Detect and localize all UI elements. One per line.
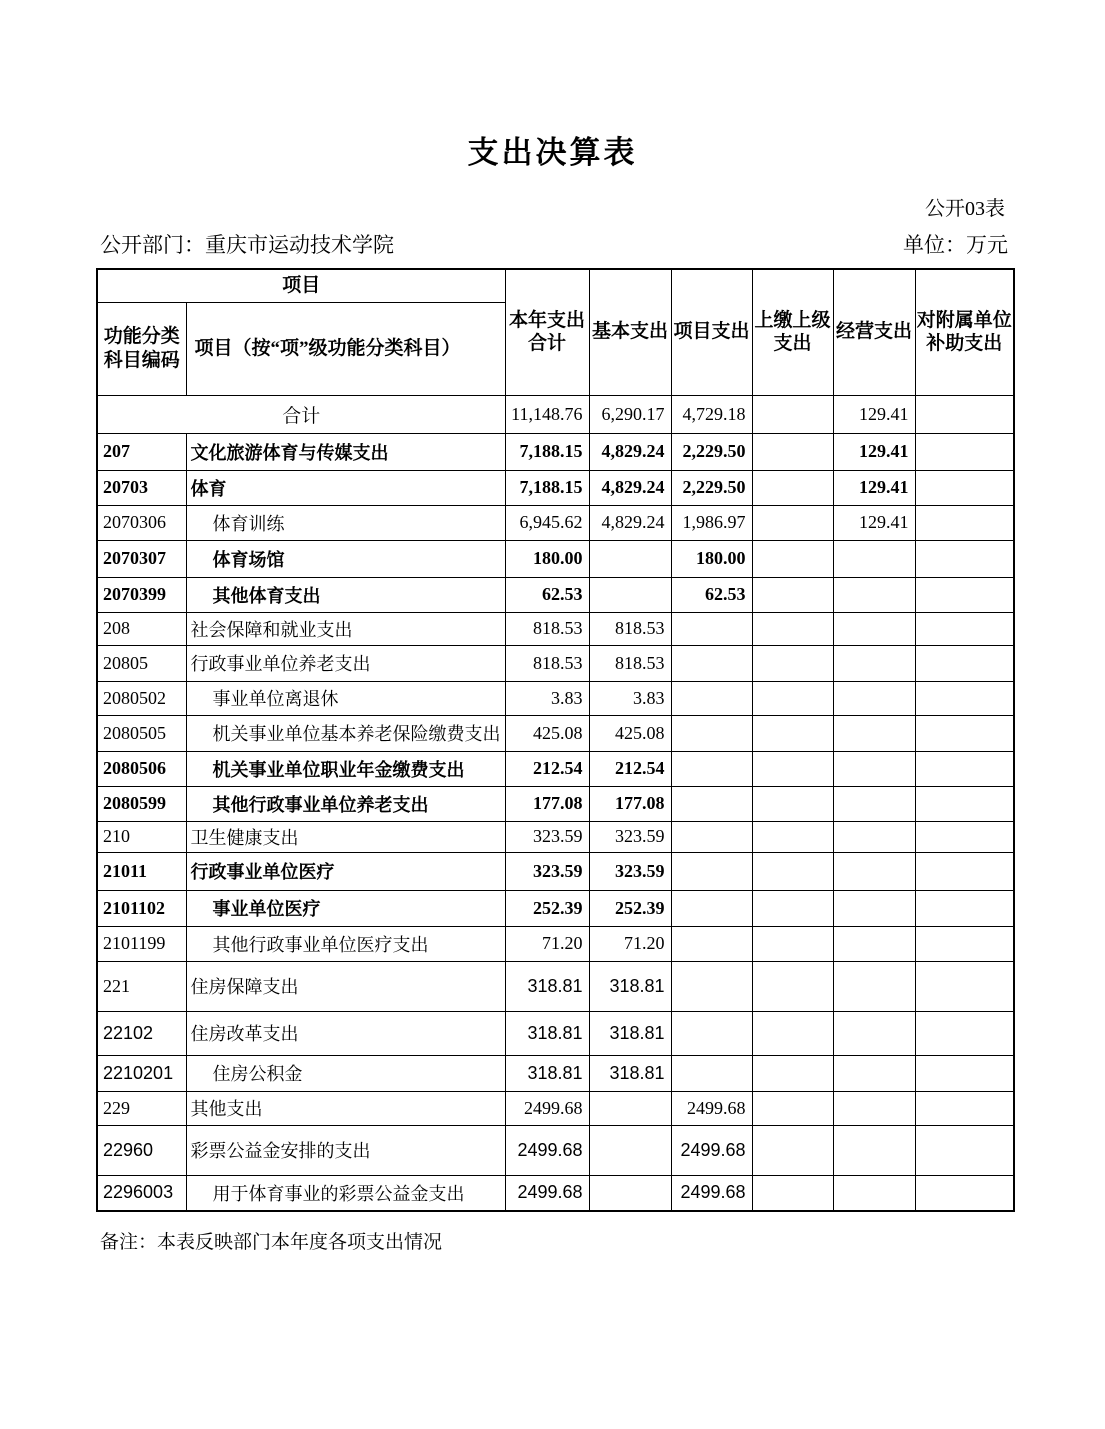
value-cell [752, 751, 833, 786]
value-cell: 3.83 [505, 681, 589, 715]
value-cell [915, 1055, 1014, 1091]
code-cell: 221 [97, 961, 186, 1011]
value-cell: 318.81 [505, 1011, 589, 1055]
table-row [97, 612, 1014, 645]
code-cell: 20703 [97, 470, 186, 505]
value-cell [915, 786, 1014, 821]
value-cell [671, 890, 752, 926]
value-cell: 318.81 [589, 1011, 671, 1055]
table-row [97, 681, 1014, 715]
code-cell: 2070399 [97, 577, 186, 612]
code-cell: 20805 [97, 645, 186, 681]
code-cell: 2210201 [97, 1055, 186, 1091]
item-cell: 机关事业单位基本养老保险缴费支出 [186, 715, 505, 751]
item-cell: 其他体育支出 [186, 577, 505, 612]
value-cell: 2499.68 [505, 1175, 589, 1211]
value-cell [915, 1125, 1014, 1175]
value-cell [671, 1055, 752, 1091]
value-cell: 318.81 [505, 961, 589, 1011]
value-cell: 2499.68 [671, 1091, 752, 1125]
value-cell [915, 395, 1014, 433]
value-cell: 323.59 [589, 821, 671, 852]
value-cell: 11,148.76 [505, 395, 589, 433]
header-col-upper: 上缴上级支出 [752, 269, 833, 395]
value-cell: 62.53 [671, 577, 752, 612]
value-cell: 71.20 [505, 926, 589, 961]
value-cell: 252.39 [589, 890, 671, 926]
value-cell [752, 1055, 833, 1091]
value-cell [915, 1011, 1014, 1055]
value-cell: 4,829.24 [589, 470, 671, 505]
value-cell [671, 715, 752, 751]
value-cell [752, 715, 833, 751]
value-cell: 71.20 [589, 926, 671, 961]
value-cell [915, 961, 1014, 1011]
value-cell: 2,229.50 [671, 433, 752, 470]
table-row [97, 1125, 1014, 1175]
item-cell: 行政事业单位养老支出 [186, 645, 505, 681]
value-cell: 2499.68 [505, 1125, 589, 1175]
value-cell [833, 612, 915, 645]
table-row [97, 433, 1014, 470]
value-cell: 323.59 [589, 852, 671, 890]
value-cell [915, 821, 1014, 852]
value-cell: 129.41 [833, 470, 915, 505]
code-cell: 2101102 [97, 890, 186, 926]
value-cell: 129.41 [833, 505, 915, 540]
value-cell [671, 852, 752, 890]
value-cell [833, 926, 915, 961]
value-cell [671, 1011, 752, 1055]
value-cell [915, 1175, 1014, 1211]
value-cell [589, 1175, 671, 1211]
header-col-subsidy: 对附属单位补助支出 [915, 269, 1014, 395]
item-cell: 社会保障和就业支出 [186, 612, 505, 645]
value-cell [589, 577, 671, 612]
item-cell: 事业单位离退休 [186, 681, 505, 715]
value-cell [752, 961, 833, 1011]
value-cell: 4,829.24 [589, 433, 671, 470]
value-cell [833, 1091, 915, 1125]
value-cell: 323.59 [505, 852, 589, 890]
table-row [97, 1055, 1014, 1091]
item-cell: 文化旅游体育与传媒支出 [186, 433, 505, 470]
value-cell [589, 540, 671, 577]
table-row [97, 751, 1014, 786]
value-cell [752, 540, 833, 577]
item-cell: 住房保障支出 [186, 961, 505, 1011]
value-cell: 425.08 [505, 715, 589, 751]
value-cell: 818.53 [505, 645, 589, 681]
value-cell: 177.08 [589, 786, 671, 821]
value-cell: 2499.68 [505, 1091, 589, 1125]
table-row [97, 961, 1014, 1011]
code-cell: 207 [97, 433, 186, 470]
value-cell [915, 681, 1014, 715]
value-cell [915, 505, 1014, 540]
value-cell: 3.83 [589, 681, 671, 715]
value-cell [752, 1091, 833, 1125]
code-cell: 2080599 [97, 786, 186, 821]
code-cell: 2070306 [97, 505, 186, 540]
value-cell [915, 1091, 1014, 1125]
form-number: 公开03表 [925, 198, 1005, 220]
header-col-code: 功能分类科目编码 [97, 302, 186, 395]
value-cell: 318.81 [589, 1055, 671, 1091]
value-cell [915, 852, 1014, 890]
value-cell [752, 577, 833, 612]
value-cell [833, 961, 915, 1011]
item-cell: 体育 [186, 470, 505, 505]
table-row [97, 577, 1014, 612]
value-cell [752, 505, 833, 540]
value-cell [915, 715, 1014, 751]
value-cell [833, 715, 915, 751]
table-row [97, 890, 1014, 926]
value-cell [833, 1125, 915, 1175]
value-cell: 129.41 [833, 395, 915, 433]
table-row [97, 715, 1014, 751]
value-cell [671, 821, 752, 852]
header-col-item: 项目（按“项”级功能分类科目） [186, 302, 505, 395]
value-cell [833, 821, 915, 852]
value-cell [833, 751, 915, 786]
table-row [97, 852, 1014, 890]
value-cell [833, 540, 915, 577]
code-cell: 2070307 [97, 540, 186, 577]
value-cell: 62.53 [505, 577, 589, 612]
value-cell: 818.53 [589, 645, 671, 681]
item-cell: 彩票公益金安排的支出 [186, 1125, 505, 1175]
value-cell [833, 681, 915, 715]
total-label: 合计 [97, 395, 505, 433]
code-cell: 22960 [97, 1125, 186, 1175]
value-cell: 818.53 [505, 612, 589, 645]
value-cell [752, 821, 833, 852]
value-cell: 177.08 [505, 786, 589, 821]
value-cell [833, 852, 915, 890]
meta-row [100, 229, 1008, 259]
value-cell: 2,229.50 [671, 470, 752, 505]
table-row [97, 821, 1014, 852]
value-cell [671, 681, 752, 715]
value-cell: 818.53 [589, 612, 671, 645]
value-cell: 4,829.24 [589, 505, 671, 540]
value-cell [589, 1125, 671, 1175]
table-row [97, 1091, 1014, 1125]
header-col-operating: 经营支出 [833, 269, 915, 395]
header-row-group [97, 269, 1014, 302]
table-row [97, 1175, 1014, 1211]
value-cell [833, 577, 915, 612]
expenditure-table [96, 268, 1015, 1212]
value-cell: 323.59 [505, 821, 589, 852]
value-cell: 2499.68 [671, 1175, 752, 1211]
table-row [97, 470, 1014, 505]
table-row [97, 540, 1014, 577]
unit-label: 单位：万元 [903, 233, 1008, 257]
item-cell: 其他支出 [186, 1091, 505, 1125]
header-col-basic: 基本支出 [589, 269, 671, 395]
header-project-group: 项目 [97, 269, 505, 302]
value-cell [833, 1055, 915, 1091]
code-cell: 22102 [97, 1011, 186, 1055]
value-cell [833, 645, 915, 681]
value-cell [833, 1011, 915, 1055]
value-cell [915, 577, 1014, 612]
total-row [97, 395, 1014, 433]
value-cell [671, 926, 752, 961]
item-cell: 体育场馆 [186, 540, 505, 577]
item-cell: 其他行政事业单位养老支出 [186, 786, 505, 821]
table-row [97, 645, 1014, 681]
value-cell [752, 786, 833, 821]
code-cell: 21011 [97, 852, 186, 890]
value-cell: 7,188.15 [505, 470, 589, 505]
item-cell: 住房公积金 [186, 1055, 505, 1091]
value-cell [915, 645, 1014, 681]
code-cell: 2080506 [97, 751, 186, 786]
value-cell [752, 890, 833, 926]
table-row [97, 505, 1014, 540]
value-cell: 252.39 [505, 890, 589, 926]
code-cell: 2101199 [97, 926, 186, 961]
value-cell [752, 852, 833, 890]
note-text: 备注：本表反映部门本年度各项支出情况 [100, 1232, 443, 1253]
value-cell: 180.00 [505, 540, 589, 577]
value-cell [671, 612, 752, 645]
value-cell [915, 470, 1014, 505]
header-col-project: 项目支出 [671, 269, 752, 395]
table-row [97, 1011, 1014, 1055]
value-cell [752, 1011, 833, 1055]
value-cell [915, 612, 1014, 645]
value-cell [915, 926, 1014, 961]
value-cell [752, 681, 833, 715]
code-cell: 2080505 [97, 715, 186, 751]
value-cell: 4,729.18 [671, 395, 752, 433]
value-cell [671, 961, 752, 1011]
item-cell: 用于体育事业的彩票公益金支出 [186, 1175, 505, 1211]
item-cell: 事业单位医疗 [186, 890, 505, 926]
value-cell [671, 786, 752, 821]
table-row [97, 926, 1014, 961]
table-row [97, 786, 1014, 821]
value-cell [752, 1125, 833, 1175]
value-cell [833, 786, 915, 821]
value-cell [915, 890, 1014, 926]
value-cell [671, 751, 752, 786]
value-cell [833, 1175, 915, 1211]
value-cell: 425.08 [589, 715, 671, 751]
value-cell [915, 433, 1014, 470]
code-cell: 208 [97, 612, 186, 645]
item-cell: 体育训练 [186, 505, 505, 540]
code-cell: 2296003 [97, 1175, 186, 1211]
value-cell [752, 645, 833, 681]
value-cell: 212.54 [589, 751, 671, 786]
value-cell [589, 1091, 671, 1125]
value-cell [915, 751, 1014, 786]
value-cell [671, 645, 752, 681]
item-cell: 其他行政事业单位医疗支出 [186, 926, 505, 961]
value-cell [752, 433, 833, 470]
item-cell: 机关事业单位职业年金缴费支出 [186, 751, 505, 786]
value-cell: 1,986.97 [671, 505, 752, 540]
department-label: 公开部门：重庆市运动技术学院 [100, 233, 394, 257]
value-cell: 7,188.15 [505, 433, 589, 470]
header-col-year-total: 本年支出合计 [505, 269, 589, 395]
value-cell: 318.81 [589, 961, 671, 1011]
value-cell [752, 926, 833, 961]
code-cell: 229 [97, 1091, 186, 1125]
value-cell: 129.41 [833, 433, 915, 470]
item-cell: 行政事业单位医疗 [186, 852, 505, 890]
code-cell: 2080502 [97, 681, 186, 715]
item-cell: 住房改革支出 [186, 1011, 505, 1055]
item-cell: 卫生健康支出 [186, 821, 505, 852]
value-cell [915, 540, 1014, 577]
value-cell: 180.00 [671, 540, 752, 577]
value-cell: 2499.68 [671, 1125, 752, 1175]
value-cell [833, 890, 915, 926]
value-cell [752, 395, 833, 433]
value-cell [752, 612, 833, 645]
value-cell: 212.54 [505, 751, 589, 786]
value-cell: 6,945.62 [505, 505, 589, 540]
value-cell [752, 1175, 833, 1211]
value-cell [752, 470, 833, 505]
page-title: 支出决算表 [467, 135, 638, 170]
value-cell: 318.81 [505, 1055, 589, 1091]
value-cell: 6,290.17 [589, 395, 671, 433]
code-cell: 210 [97, 821, 186, 852]
